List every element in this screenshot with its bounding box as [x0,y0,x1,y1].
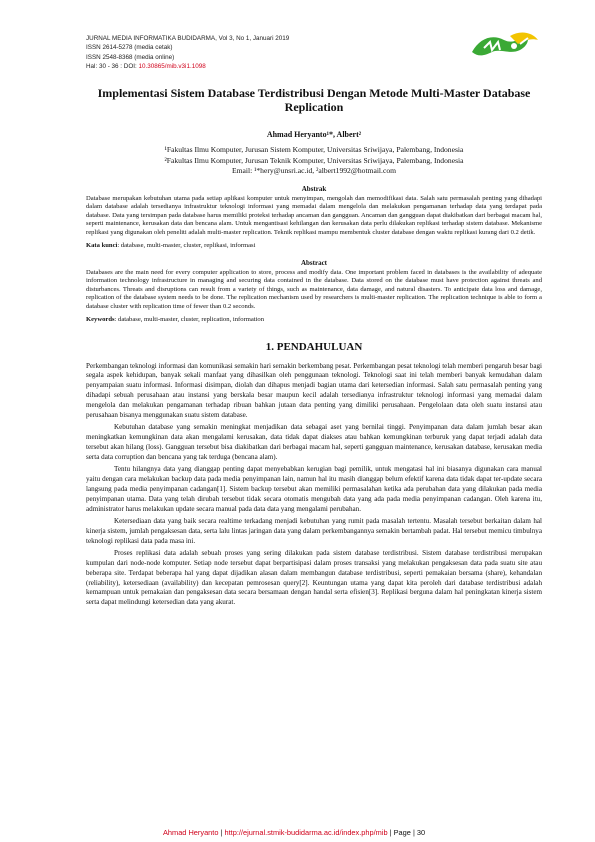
section-heading: 1. PENDAHULUAN [265,340,363,353]
journal-header [86,34,436,71]
paragraph: Tentu hilangnya data yang dianggap penting dapat menyebabkan kerugian bagi pemilik, untuk mengatasi hal ini biasanya digunakan cara manual yaitu dengan cara melakukan backup data pada media penyimpanan lain, namun hal itu masih dianggap belum efektif karena data tidak dapat ter-update secara langsung pada media penyimpanan cadangan[1]. Sistem backup tersebut akan memiliki permasalahan ketika ada perubahan data yang dilakukan pada media penyimpanan utama. Data yang telah dirubah tersebut tidak secara otomatis mengubah data yang ada pada media penyimpanan cadangan. Oleh karena itu, administrator harus melakukan update secara manual pada data data yang mengalami perubahan. [86,465,542,513]
footer-author: Ahmad Heryanto [163,828,219,837]
paper-body [86,86,542,610]
paragraph: Ketersediaan data yang baik secara realtime terkadang menjadi kebutuhan yang rumit pada masalah tertentu. Masalah tersebut berkaitan dalam hal kinerja sistem, jumlah pengaksesan data, serta lalu lintas jaringan data yang dalam perkembangannya semakin bertambah padat. Hal tersebut memicu timbulnya teknologi replikasi data pada masa ini. [86,516,542,545]
kata-kunci [86,242,542,251]
issn-online: ISSN 2548-8368 (media online) [86,53,175,61]
issn-print: ISSN 2614-5278 (media cetak) [86,44,173,52]
kata-kunci-values: : database, multi-master, cluster, replikasi, informasi [117,242,256,249]
kata-kunci-label: Kata kunci [86,242,118,249]
pages-doi: Hal: 30 - 36 : DOI: 10.30865/mib.v3i1.1098 [86,62,206,70]
paragraph: Kebutuhan database yang semakin meningkat menjadikan data sebagai aset yang bernilai tinggi. Penyimpanan data dalam jumlah besar akan meningkatkan kemungkinan data akan mengalami kerusakan, data tidak dapat diakses atau bahkan kemungkinan terburuk yang dapat terjadi adalah data tersebut akan hilang (loss). Gangguan tersebut bisa diakibatkan dari berbagai macam hal, seperti gangguan maintenance, kerusakan database, kerusakan media serta data corruption dan bencana yang tak terduga (bencana alam). [86,423,542,462]
page-footer: Ahmad Heryanto | http://ejurnal.stmik-budidarma.ac.id/index.php/mib | Page | 30 [163,828,426,837]
page-number: Page | 30 [393,828,426,837]
keywords-label: Keywords [86,316,115,323]
footer-url-link[interactable]: http://ejurnal.stmik-budidarma.ac.id/index.php/mib [224,828,388,837]
journal-logo-icon [470,30,540,60]
abstract-heading: Abstract [300,258,328,267]
affiliations [86,145,542,177]
abstract-text: Databases are the main need for every computer application to store, process and modify data. One important problem faced in databases is the availability of adequate information technology infrastructure in managing and securing data contained in the database. Data stored on the database must have protection against threats and disturbances. Threats and disruptions can result from a variety of things, such as maintenance, data damage, and natural disasters. To anticipate data loss and damage, replication of the database system needs to be done. The replication mechanism used by researchers is multi-master replication. The replication technique is able to form a database cluster with replication time of fewer than 0.2 seconds. [86,268,542,310]
paper-authors: Ahmad Heryanto¹*, Albert² [266,130,362,139]
journal-name: JURNAL MEDIA INFORMATIKA BUDIDARMA, Vol 3, No 1, Januari 2019 [86,35,290,42]
paper-title: Implementasi Sistem Database Terdistribusi Dengan Metode Multi-Master Database Replication [97,86,531,114]
author-email[interactable]: Email: ¹*hery@unsri.ac.id, ²albert1992@hotmail.com [231,166,397,175]
paragraph: Proses replikasi data adalah sebuah proses yang sering dilakukan pada sistem database terdistribusi. Sistem database terdistribusi merupakan kumpulan dari node-node komputer. Setiap node tersebut dapat berpartisipasi dalam proses transaksi yang melakukan pengaksesan data pada suatu site atau beberapa site. Terdapat beberapa hal yang dapat dijadikan alasan dalam membangun database terdistribusi, seperti pemakaian bersama (share), kehandalan (reliability), ketersediaan (availability) dan kecepatan pemrosesan query[2]. Keuntungan utama yang dapat kita peroleh dari database terdistribusi adalah kemampuan untuk pemakaian dan pengaksesan data secara bersamaan dengan handal serta efisien[3]. Replikasi berguna dalam hal peningkatan kinerja sistem serta dapat melindungi ketersedian data yang akurat. [86,548,542,607]
paragraph: Perkembangan teknologi informasi dan komunikasi semakin hari semakin berkembang pesat. Perkembangan pesat teknologi telah memberi pengaruh besar bagi segala aspek kehidupan, banyak sekali manfaat yang dihasilkan oleh penggunaan teknologi. Teknologi saat ini telah memberi banyak kemudahan dalam penyampaian suatu informasi. Informasi disimpan, diolah dan dihapus menjadi bagian utama dari ketersedian informasi. Salah satu permasalah penting yang dihadapi sebuah perusahaan atau instansi yang berskala besar maupun kecil adalah tersedianya infrastruktur teknologi informasi yang memadai dalam mengelola dan melakukan pengamanan terhadap ribuan bahkan jutaan data penting yang dimiliki perusahaan. Pengelolaan data oleh suatu instansi atau perusahaan bisanya menggunakan suatu sistem database. [86,361,542,420]
doi-link[interactable]: 10.30865/mib.v3i1.1098 [138,62,206,70]
keywords [86,316,542,325]
affiliation-1: ¹Fakultas Ilmu Komputer, Jurusan Sistem Komputer, Universitas Sriwijaya, Palembang, Indonesia [164,145,464,154]
keywords-values: : database, multi-master, cluster, replication, information [114,316,265,323]
abstrak-text: Database merupakan kebutuhan utama pada setiap aplikasi komputer untuk menyimpan, mengolah dan memodifikasi data. Salah satu permasalah penting yang dihadapi dalam database adalah tersedianya infrastruktur teknologi informasi yang memadai dalam mengelola dan melakukan pengamanan terhadap data yang terdapat pada database. Data yang tersimpan pada database harus memiliki proteksi terhadap ancaman dan gangguan. Ancaman dan gangguan dapat diakibatkan dari berbagai macam hal, seperti maintenance, kerusakan data dan bencana alam. Untuk mengantisasi kehilangan dan kerusakan data perlu dilakukan replikasi terhadap sistem database. Mekanisme replikasi yang digunakan oleh peneliti adalah multi-master replication. Teknik replikasi mampu membentuk cluster database dengan waktu replikasi kurang dari 0.2 detik. [86,194,542,236]
abstrak-heading: Abstrak [301,184,327,193]
affiliation-2: ²Fakultas Ilmu Komputer, Jurusan Teknik Komputer, Universitas Sriwijaya, Palembang, Indonesia [164,155,464,165]
